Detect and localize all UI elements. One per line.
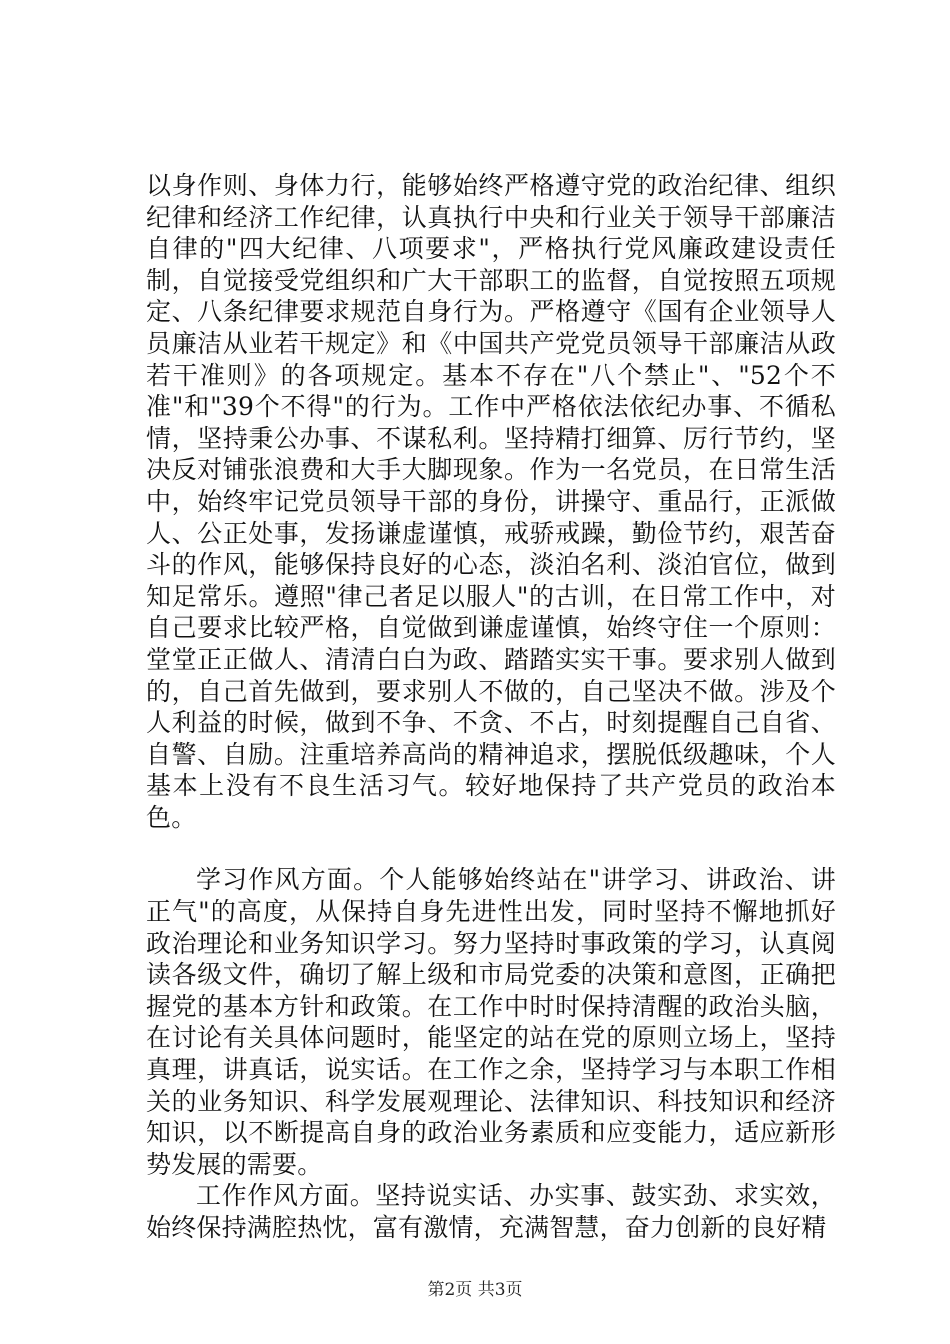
document-body	[146, 170, 836, 1244]
paragraph-study-style: 学习作风方面。个人能够始终站在"讲学习、讲政治、讲正气"的高度，从保持自身先进性出发，同时坚持不懈地抓好政治理论和业务知识学习。努力坚持时事政策的学习，认真阅读各级文件，确切了解上级和市局党委的决策和意图，正确把握党的基本方针和政策。在工作中时时保持清醒的政治头脑，在讨论有关具体问题时，能坚定的站在党的原则立场上，坚持真理，讲真话，说实话。在工作之余，坚持学习与本职工作相关的业务知识、科学发展观理论、法律知识、科技知识和经济知识，以不断提高自身的政治业务素质和应变能力，适应新形势发展的需要。	[146, 865, 836, 1179]
paragraph-integrity: 以身作则、身体力行，能够始终严格遵守党的政治纪律、组织纪律和经济工作纪律，认真执行中央和行业关于领导干部廉洁自律的"四大纪律、八项要求"，严格执行党风廉政建设责任制，自觉接受党组织和广大干部职工的监督，自觉按照五项规定、八条纪律要求规范自身行为。严格遵守《国有企业领导人员廉洁从业若干规定》和《中国共产党党员领导干部廉洁从政若干准则》的各项规定。基本不存在"八个禁止"、"52个不准"和"39个不得"的行为。工作中严格依法依纪办事、不循私情，坚持秉公办事、不谋私利。坚持精打细算、厉行节约，坚决反对铺张浪费和大手大脚现象。作为一名党员，在日常生活中，始终牢记党员领导干部的身份，讲操守、重品行，正派做人、公正处事，发扬谦虚谨慎，戒骄戒躁，勤俭节约，艰苦奋斗的作风，能够保持良好的心态，淡泊名利、淡泊官位，做到知足常乐。遵照"律己者足以服人"的古训，在日常工作中，对自己要求比较严格，自觉做到谦虚谨慎，始终守住一个原则：堂堂正正做人、清清白白为政、踏踏实实干事。要求别人做到的，自己首先做到，要求别人不做的，自己坚决不做。涉及个人利益的时候，做到不争、不贪、不占，时刻提醒自己自省、自警、自励。注重培养高尚的精神追求，摆脱低级趣味，个人基本上没有不良生活习气。较好地保持了共产党员的政治本色。	[146, 171, 836, 832]
paragraph-work-style: 工作作风方面。坚持说实话、办实事、鼓实劲、求实效，始终保持满腔热忱，富有激情，充满智慧，奋力创新的良好精	[146, 1181, 836, 1242]
page-footer: 第2页 共3页	[427, 1280, 523, 1300]
